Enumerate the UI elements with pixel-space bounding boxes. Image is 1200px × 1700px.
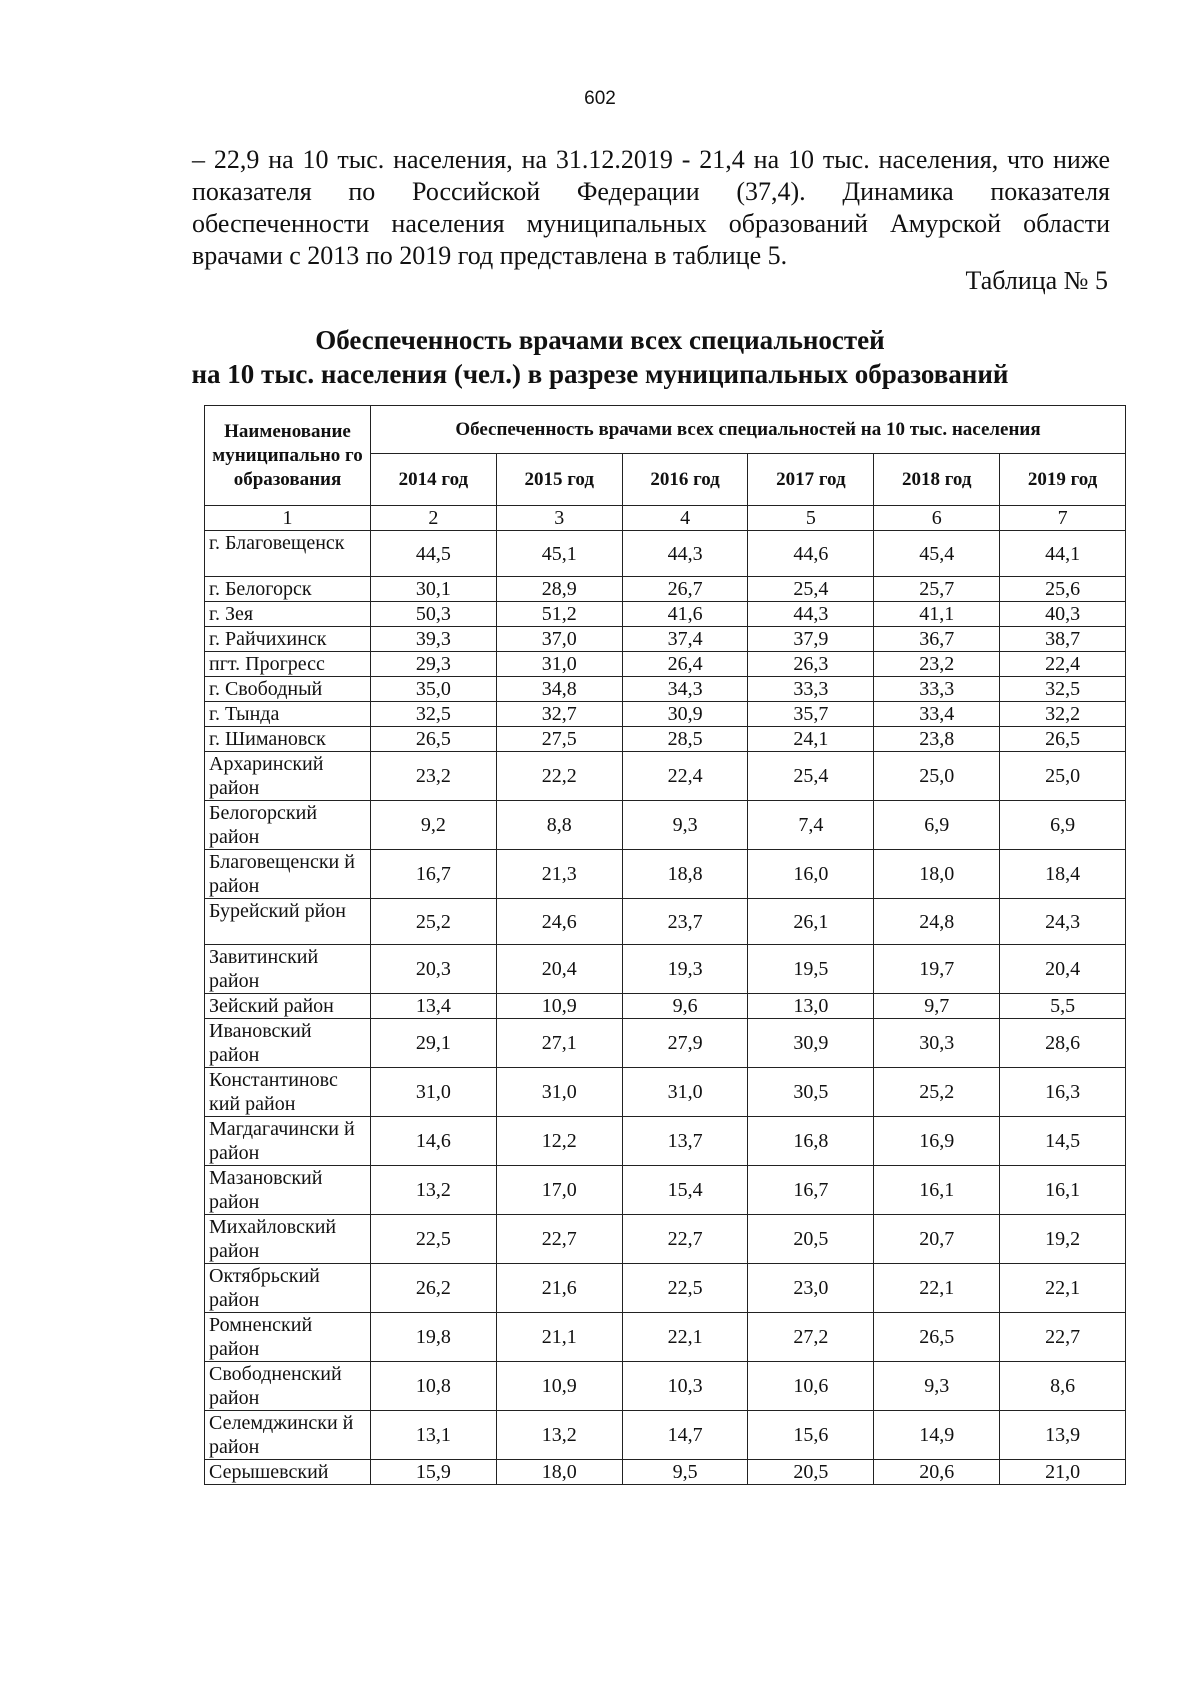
value-cell: 13,9: [1000, 1411, 1126, 1460]
value-cell: 14,6: [371, 1117, 497, 1166]
value-cell: 41,1: [874, 602, 1000, 627]
value-cell: 21,3: [496, 850, 622, 899]
value-cell: 13,0: [748, 994, 874, 1019]
value-cell: 13,2: [371, 1166, 497, 1215]
table-row: [205, 1313, 1126, 1362]
municipality-name: Селемджински й район: [205, 1411, 371, 1460]
value-cell: 22,4: [622, 752, 748, 801]
value-cell: 10,3: [622, 1362, 748, 1411]
header-year-2015: 2015 год: [496, 454, 622, 506]
header-group: Обеспеченность врачами всех специальностей на 10 тыс. населения: [371, 406, 1126, 454]
value-cell: 19,3: [622, 945, 748, 994]
value-cell: 18,0: [874, 850, 1000, 899]
table-row: [205, 727, 1126, 752]
value-cell: 30,1: [371, 577, 497, 602]
value-cell: 31,0: [496, 652, 622, 677]
value-cell: 14,5: [1000, 1117, 1126, 1166]
value-cell: 36,7: [874, 627, 1000, 652]
value-cell: 10,9: [496, 994, 622, 1019]
value-cell: 25,2: [874, 1068, 1000, 1117]
value-cell: 32,7: [496, 702, 622, 727]
table-row: [205, 1019, 1126, 1068]
municipality-name: г. Райчихинск: [205, 627, 371, 652]
municipality-name: г. Тында: [205, 702, 371, 727]
municipality-name: Ивановский район: [205, 1019, 371, 1068]
value-cell: 27,5: [496, 727, 622, 752]
value-cell: 22,2: [496, 752, 622, 801]
value-cell: 29,1: [371, 1019, 497, 1068]
value-cell: 22,1: [622, 1313, 748, 1362]
caption-line-1: Обеспеченность врачами всех специальностей: [315, 325, 885, 355]
value-cell: 44,1: [1000, 531, 1126, 577]
value-cell: 40,3: [1000, 602, 1126, 627]
doctors-table: [204, 405, 1126, 1485]
value-cell: 13,4: [371, 994, 497, 1019]
header-year-2019: 2019 год: [1000, 454, 1126, 506]
value-cell: 26,1: [748, 899, 874, 945]
table-row: [205, 602, 1126, 627]
value-cell: 23,2: [874, 652, 1000, 677]
value-cell: 35,7: [748, 702, 874, 727]
table-row: [205, 994, 1126, 1019]
value-cell: 44,6: [748, 531, 874, 577]
municipality-name: Зейский район: [205, 994, 371, 1019]
value-cell: 29,3: [371, 652, 497, 677]
body-paragraph: – 22,9 на 10 тыс. населения, на 31.12.2019 - 21,4 на 10 тыс. населения, что ниже показателя по Российской Федерации (37,4). Динамика показателя обеспеченности населения муниципальных образований Амурской области врачами с 2013 по 2019 год представлена в таблице 5.: [192, 145, 1110, 270]
value-cell: 39,3: [371, 627, 497, 652]
value-cell: 19,7: [874, 945, 1000, 994]
value-cell: 15,9: [371, 1460, 497, 1485]
value-cell: 5,5: [1000, 994, 1126, 1019]
value-cell: 26,5: [371, 727, 497, 752]
value-cell: 34,8: [496, 677, 622, 702]
value-cell: 13,7: [622, 1117, 748, 1166]
value-cell: 35,0: [371, 677, 497, 702]
value-cell: 25,0: [1000, 752, 1126, 801]
value-cell: 6,9: [1000, 801, 1126, 850]
value-cell: 14,9: [874, 1411, 1000, 1460]
value-cell: 33,4: [874, 702, 1000, 727]
column-index: 6: [874, 506, 1000, 531]
municipality-name: Мазановский район: [205, 1166, 371, 1215]
value-cell: 10,8: [371, 1362, 497, 1411]
value-cell: 26,4: [622, 652, 748, 677]
table-row: [205, 1264, 1126, 1313]
municipality-name: Михайловский район: [205, 1215, 371, 1264]
value-cell: 8,6: [1000, 1362, 1126, 1411]
value-cell: 23,7: [622, 899, 748, 945]
municipality-name: Завитинский район: [205, 945, 371, 994]
value-cell: 33,3: [874, 677, 1000, 702]
header-year-2018: 2018 год: [874, 454, 1000, 506]
value-cell: 44,3: [622, 531, 748, 577]
column-index: 5: [748, 506, 874, 531]
column-index: 3: [496, 506, 622, 531]
column-index: 2: [371, 506, 497, 531]
value-cell: 31,0: [496, 1068, 622, 1117]
value-cell: 32,5: [371, 702, 497, 727]
value-cell: 19,5: [748, 945, 874, 994]
value-cell: 24,8: [874, 899, 1000, 945]
value-cell: 32,2: [1000, 702, 1126, 727]
value-cell: 15,4: [622, 1166, 748, 1215]
value-cell: 25,4: [748, 577, 874, 602]
table-row: [205, 1362, 1126, 1411]
value-cell: 21,1: [496, 1313, 622, 1362]
value-cell: 7,4: [748, 801, 874, 850]
table-body: [205, 531, 1126, 1485]
value-cell: 20,5: [748, 1460, 874, 1485]
value-cell: 32,5: [1000, 677, 1126, 702]
value-cell: 20,4: [496, 945, 622, 994]
value-cell: 17,0: [496, 1166, 622, 1215]
value-cell: 15,6: [748, 1411, 874, 1460]
municipality-name: Ромненский район: [205, 1313, 371, 1362]
municipality-name: г. Белогорск: [205, 577, 371, 602]
municipality-name: Бурейский рйон: [205, 899, 371, 945]
value-cell: 12,2: [496, 1117, 622, 1166]
value-cell: 19,8: [371, 1313, 497, 1362]
value-cell: 22,1: [874, 1264, 1000, 1313]
value-cell: 25,2: [371, 899, 497, 945]
value-cell: 33,3: [748, 677, 874, 702]
table-caption: [0, 323, 1200, 391]
value-cell: 23,2: [371, 752, 497, 801]
table-row: [205, 1068, 1126, 1117]
value-cell: 23,0: [748, 1264, 874, 1313]
column-index: 1: [205, 506, 371, 531]
value-cell: 16,1: [1000, 1166, 1126, 1215]
value-cell: 20,7: [874, 1215, 1000, 1264]
value-cell: 44,5: [371, 531, 497, 577]
value-cell: 22,1: [1000, 1264, 1126, 1313]
value-cell: 30,5: [748, 1068, 874, 1117]
value-cell: 20,6: [874, 1460, 1000, 1485]
value-cell: 30,9: [622, 702, 748, 727]
value-cell: 22,5: [371, 1215, 497, 1264]
table-row: [205, 702, 1126, 727]
municipality-name: Белогорский район: [205, 801, 371, 850]
table-row: [205, 1411, 1126, 1460]
table-row: [205, 1215, 1126, 1264]
municipality-name: Серышевский: [205, 1460, 371, 1485]
value-cell: 41,6: [622, 602, 748, 627]
value-cell: 10,9: [496, 1362, 622, 1411]
municipality-name: пгт. Прогресс: [205, 652, 371, 677]
table-row: [205, 945, 1126, 994]
value-cell: 18,0: [496, 1460, 622, 1485]
header-year-2016: 2016 год: [622, 454, 748, 506]
value-cell: 19,2: [1000, 1215, 1126, 1264]
value-cell: 22,7: [496, 1215, 622, 1264]
value-cell: 34,3: [622, 677, 748, 702]
value-cell: 9,3: [622, 801, 748, 850]
municipality-name: г. Шимановск: [205, 727, 371, 752]
value-cell: 20,4: [1000, 945, 1126, 994]
value-cell: 37,9: [748, 627, 874, 652]
value-cell: 21,0: [1000, 1460, 1126, 1485]
value-cell: 25,6: [1000, 577, 1126, 602]
value-cell: 30,9: [748, 1019, 874, 1068]
table-row: [205, 577, 1126, 602]
value-cell: 10,6: [748, 1362, 874, 1411]
header-name-column: Наименование муниципально го образования: [205, 406, 371, 506]
value-cell: 25,7: [874, 577, 1000, 602]
value-cell: 16,8: [748, 1117, 874, 1166]
value-cell: 38,7: [1000, 627, 1126, 652]
value-cell: 13,1: [371, 1411, 497, 1460]
value-cell: 31,0: [622, 1068, 748, 1117]
value-cell: 25,4: [748, 752, 874, 801]
value-cell: 37,0: [496, 627, 622, 652]
value-cell: 16,3: [1000, 1068, 1126, 1117]
municipality-name: Октябрьский район: [205, 1264, 371, 1313]
value-cell: 50,3: [371, 602, 497, 627]
value-cell: 26,5: [1000, 727, 1126, 752]
value-cell: 28,5: [622, 727, 748, 752]
value-cell: 6,9: [874, 801, 1000, 850]
municipality-name: Магдагачински й район: [205, 1117, 371, 1166]
column-index: 7: [1000, 506, 1126, 531]
value-cell: 27,9: [622, 1019, 748, 1068]
page-number: 602: [584, 88, 616, 109]
value-cell: 16,7: [371, 850, 497, 899]
municipality-name: г. Свободный: [205, 677, 371, 702]
value-cell: 27,1: [496, 1019, 622, 1068]
value-cell: 18,8: [622, 850, 748, 899]
table-row: [205, 677, 1126, 702]
municipality-name: Свободненский район: [205, 1362, 371, 1411]
value-cell: 45,4: [874, 531, 1000, 577]
value-cell: 27,2: [748, 1313, 874, 1362]
value-cell: 22,7: [1000, 1313, 1126, 1362]
value-cell: 22,7: [622, 1215, 748, 1264]
municipality-name: г. Благовещенск: [205, 531, 371, 577]
table-row: [205, 652, 1126, 677]
value-cell: 26,5: [874, 1313, 1000, 1362]
value-cell: 13,2: [496, 1411, 622, 1460]
value-cell: 44,3: [748, 602, 874, 627]
value-cell: 18,4: [1000, 850, 1126, 899]
value-cell: 24,6: [496, 899, 622, 945]
value-cell: 51,2: [496, 602, 622, 627]
value-cell: 16,0: [748, 850, 874, 899]
table-row: [205, 752, 1126, 801]
municipality-name: г. Зея: [205, 602, 371, 627]
value-cell: 28,6: [1000, 1019, 1126, 1068]
value-cell: 16,9: [874, 1117, 1000, 1166]
value-cell: 22,4: [1000, 652, 1126, 677]
value-cell: 24,1: [748, 727, 874, 752]
value-cell: 25,0: [874, 752, 1000, 801]
caption-line-2: на 10 тыс. населения (чел.) в разрезе муниципальных образований: [191, 359, 1009, 389]
table-row: [205, 531, 1126, 577]
value-cell: 9,3: [874, 1362, 1000, 1411]
value-cell: 31,0: [371, 1068, 497, 1117]
table-row: [205, 899, 1126, 945]
table-row: [205, 850, 1126, 899]
value-cell: 45,1: [496, 531, 622, 577]
value-cell: 22,5: [622, 1264, 748, 1313]
value-cell: 14,7: [622, 1411, 748, 1460]
table-row: [205, 1460, 1126, 1485]
header-year-2017: 2017 год: [748, 454, 874, 506]
value-cell: 8,8: [496, 801, 622, 850]
value-cell: 9,7: [874, 994, 1000, 1019]
value-cell: 9,5: [622, 1460, 748, 1485]
table-row: [205, 1117, 1126, 1166]
value-cell: 26,7: [622, 577, 748, 602]
municipality-name: Константиновс кий район: [205, 1068, 371, 1117]
table-row: [205, 1166, 1126, 1215]
value-cell: 20,5: [748, 1215, 874, 1264]
value-cell: 28,9: [496, 577, 622, 602]
municipality-name: Архаринский район: [205, 752, 371, 801]
column-index: 4: [622, 506, 748, 531]
value-cell: 16,1: [874, 1166, 1000, 1215]
table-number: Таблица № 5: [965, 266, 1108, 295]
value-cell: 30,3: [874, 1019, 1000, 1068]
table-row: [205, 627, 1126, 652]
table-row: [205, 801, 1126, 850]
value-cell: 37,4: [622, 627, 748, 652]
municipality-name: Благовещенски й район: [205, 850, 371, 899]
value-cell: 9,2: [371, 801, 497, 850]
value-cell: 23,8: [874, 727, 1000, 752]
value-cell: 16,7: [748, 1166, 874, 1215]
header-year-2014: 2014 год: [371, 454, 497, 506]
value-cell: 26,3: [748, 652, 874, 677]
value-cell: 9,6: [622, 994, 748, 1019]
value-cell: 24,3: [1000, 899, 1126, 945]
value-cell: 20,3: [371, 945, 497, 994]
value-cell: 21,6: [496, 1264, 622, 1313]
value-cell: 26,2: [371, 1264, 497, 1313]
